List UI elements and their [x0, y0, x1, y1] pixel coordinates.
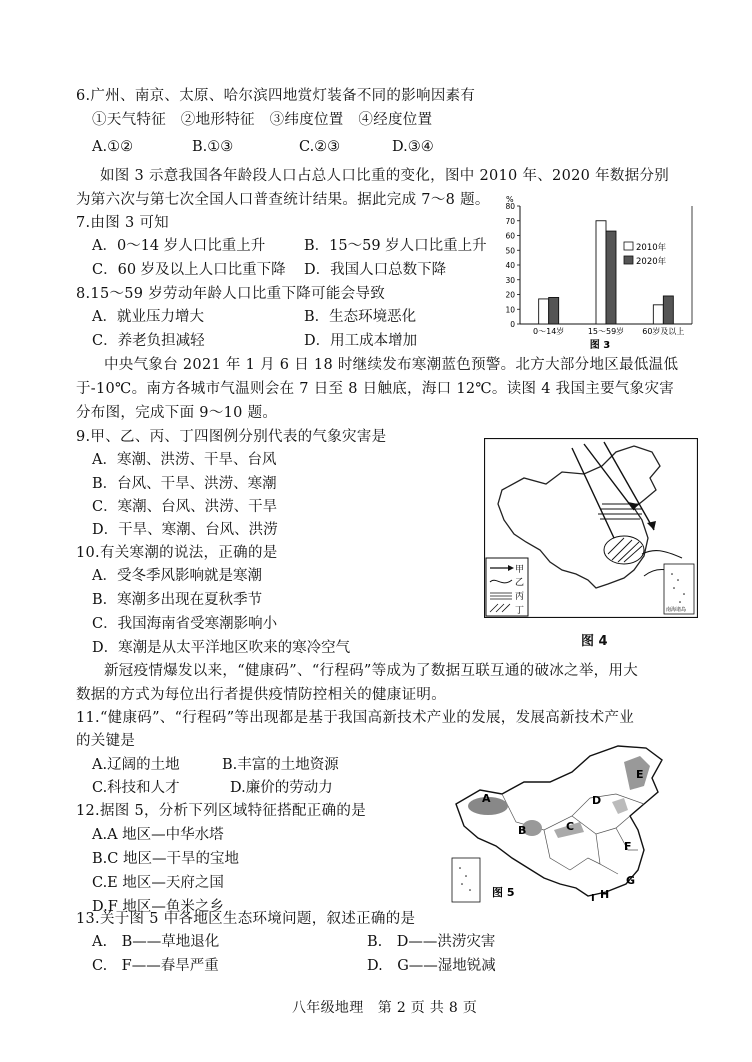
q7-stem: 7.由图 3 可知 [76, 215, 169, 231]
q11-option-c: C.科技和人才 [92, 780, 180, 796]
q11-stem-line1: 11.“健康码”、“行程码”等出现都是基于我国高新技术产业的发展，发展高新技术产业 [76, 710, 635, 726]
intro-9-10-line1: 中央气象台 2021 年 1 月 6 日 18 时继续发布寒潮蓝色预警。北方大部分地区最低温低 [104, 357, 679, 373]
figure-5-caption: 图 5 [492, 886, 515, 899]
q10-option-b: B．寒潮多出现在夏秋季节 [92, 592, 263, 608]
intro-7-8-line2: 为第六次与第七次全国人口普查统计结果。据此完成 7～8 题。 [76, 192, 490, 208]
q7-option-a: A．0～14 岁人口比重上升 [92, 238, 266, 254]
q10-option-d: D．寒潮是从太平洋地区吹来的寒冷空气 [92, 640, 351, 656]
q8-stem: 8.15～59 岁劳动年龄人口比重下降可能会导致 [76, 286, 386, 302]
y-tick-label: 80 [505, 202, 515, 211]
figure-3-caption: 图 3 [589, 340, 611, 351]
region-label-i: I [591, 893, 595, 904]
intro-9-10-line3: 分布图，完成下面 9～10 题。 [76, 405, 278, 421]
q12-option-c: C.E 地区—天府之国 [92, 875, 224, 891]
q11-option-d: D.廉价的劳动力 [230, 780, 333, 796]
q7-option-b: B．15～59 岁人口比重上升 [304, 238, 487, 254]
q9-option-a: A．寒潮、洪涝、干旱、台风 [92, 452, 277, 468]
q12-option-d: D.F 地区—鱼米之乡 [92, 899, 224, 915]
legend-swatch-1 [624, 256, 633, 264]
q13-option-a: A. B——草地退化 [92, 934, 220, 950]
q11-stem-line2: 的关键是 [76, 733, 136, 749]
y-tick-label: 70 [505, 216, 515, 226]
q6-option-b: B.①③ [192, 139, 234, 155]
bar-2010年-2 [653, 305, 663, 324]
q9-option-b: B．台风、干旱、洪涝、寒潮 [92, 476, 277, 492]
x-tick-label: 15～59岁 [587, 327, 625, 336]
region-label-g: G [626, 874, 636, 887]
q11-option-a: A.辽阔的土地 [92, 757, 180, 773]
q9-option-d: D．干旱、寒潮、台风、洪涝 [92, 522, 278, 538]
x-tick-label: 60岁及以上 [642, 327, 685, 336]
q6-stem: 6.广州、南京、太原、哈尔滨四地赏灯装备不同的影响因素有 [76, 88, 476, 104]
region-label-b: B [518, 824, 527, 837]
q6-option-d: D.③④ [392, 139, 434, 155]
q9-stem: 9.甲、乙、丙、丁四图例分别代表的气象灾害是 [76, 429, 387, 445]
q13-option-b: B. D——洪涝灾害 [367, 934, 496, 950]
figure-3-bar-chart [500, 196, 700, 352]
legend-label-0: 2010年 [636, 243, 667, 253]
q11-option-b: B.丰富的土地资源 [222, 757, 339, 773]
intro-7-8-line1: 如图 3 示意我国各年龄段人口占总人口比重的变化，图中 2010 年、2020 年数据分别 [100, 168, 670, 184]
legend-yi: 乙 [515, 578, 525, 588]
legend-swatch-0 [624, 242, 633, 250]
inset-label-fig4: 南海诸岛 [666, 607, 687, 613]
legend-label-1: 2020年 [636, 257, 667, 267]
q7-option-d: D．我国人口总数下降 [304, 262, 447, 278]
q9-option-c: C．寒潮、台风、洪涝、干旱 [92, 499, 278, 515]
q8-option-a: A．就业压力增大 [92, 309, 204, 325]
q12-option-b: B.C 地区—干旱的宝地 [92, 851, 239, 867]
region-label-f: F [624, 840, 632, 853]
q12-stem: 12.据图 5，分析下列区域特征搭配正确的是 [76, 803, 366, 819]
bar-2010年-1 [596, 221, 606, 324]
q12-option-a: A.A 地区—中华水塔 [92, 827, 224, 843]
y-tick-label: 20 [505, 290, 515, 300]
region-label-a: A [482, 792, 491, 805]
page-footer: 八年级地理 第 2 页 共 8 页 [292, 1000, 478, 1016]
y-tick-label: 60 [505, 231, 515, 241]
y-tick-label: 10 [505, 305, 515, 315]
region-label-h: H [600, 888, 610, 901]
region-label-c: C [566, 820, 575, 833]
bar-2020年-0 [549, 297, 559, 324]
legend-ding: 丁 [515, 606, 525, 616]
q13-option-c: C. F——春旱严重 [92, 958, 219, 974]
q6-factors: ①天气特征 ②地形特征 ③纬度位置 ④经度位置 [92, 112, 433, 128]
q8-option-d: D．用工成本增加 [304, 333, 418, 349]
x-tick-label: 0～14岁 [533, 327, 565, 336]
q13-option-d: D. G——湿地锐减 [367, 958, 496, 974]
legend-bing: 丙 [515, 592, 525, 602]
q13-stem: 13.关于图 5 中各地区生态环境问题，叙述正确的是 [76, 911, 416, 927]
y-tick-label: 50 [505, 246, 515, 256]
q6-option-a: A.①② [92, 139, 134, 155]
q6-option-c: C.②③ [299, 139, 341, 155]
q8-option-c: C．养老负担减轻 [92, 333, 205, 349]
figure-4-map [484, 438, 698, 618]
intro-9-10-line2: 于-10℃。南方各城市气温则会在 7 日至 8 日触底，海口 12℃。读图 4 我国主要气象灾害 [76, 381, 675, 397]
bar-2010年-0 [539, 299, 549, 324]
legend-jia: 甲 [515, 565, 525, 575]
y-tick-label: 30 [505, 275, 515, 285]
y-tick-label: 40 [505, 261, 515, 270]
q8-option-b: B．生态环境恶化 [304, 309, 417, 325]
q10-option-c: C．我国海南省受寒潮影响小 [92, 616, 278, 632]
intro-11-line1: 新冠疫情爆发以来，“健康码”、“行程码”等成为了数据互联互通的破冰之举，用大 [104, 663, 639, 679]
region-label-e: E [636, 768, 644, 781]
region-label-d: D [592, 794, 602, 807]
y-axis-label: % [506, 196, 514, 204]
bar-2020年-2 [663, 296, 673, 324]
figure-4-caption: 图 4 [581, 634, 608, 649]
q10-stem: 10.有关寒潮的说法，正确的是 [76, 545, 278, 561]
intro-11-line2: 数据的方式为每位出行者提供疫情防控相关的健康证明。 [76, 687, 446, 703]
q7-option-c: C．60 岁及以上人口比重下降 [92, 262, 286, 278]
y-tick-label: 0 [510, 320, 515, 329]
q10-option-a: A．受冬季风影响就是寒潮 [92, 568, 262, 584]
figure-5-map [440, 738, 698, 906]
bar-2020年-1 [606, 231, 616, 324]
